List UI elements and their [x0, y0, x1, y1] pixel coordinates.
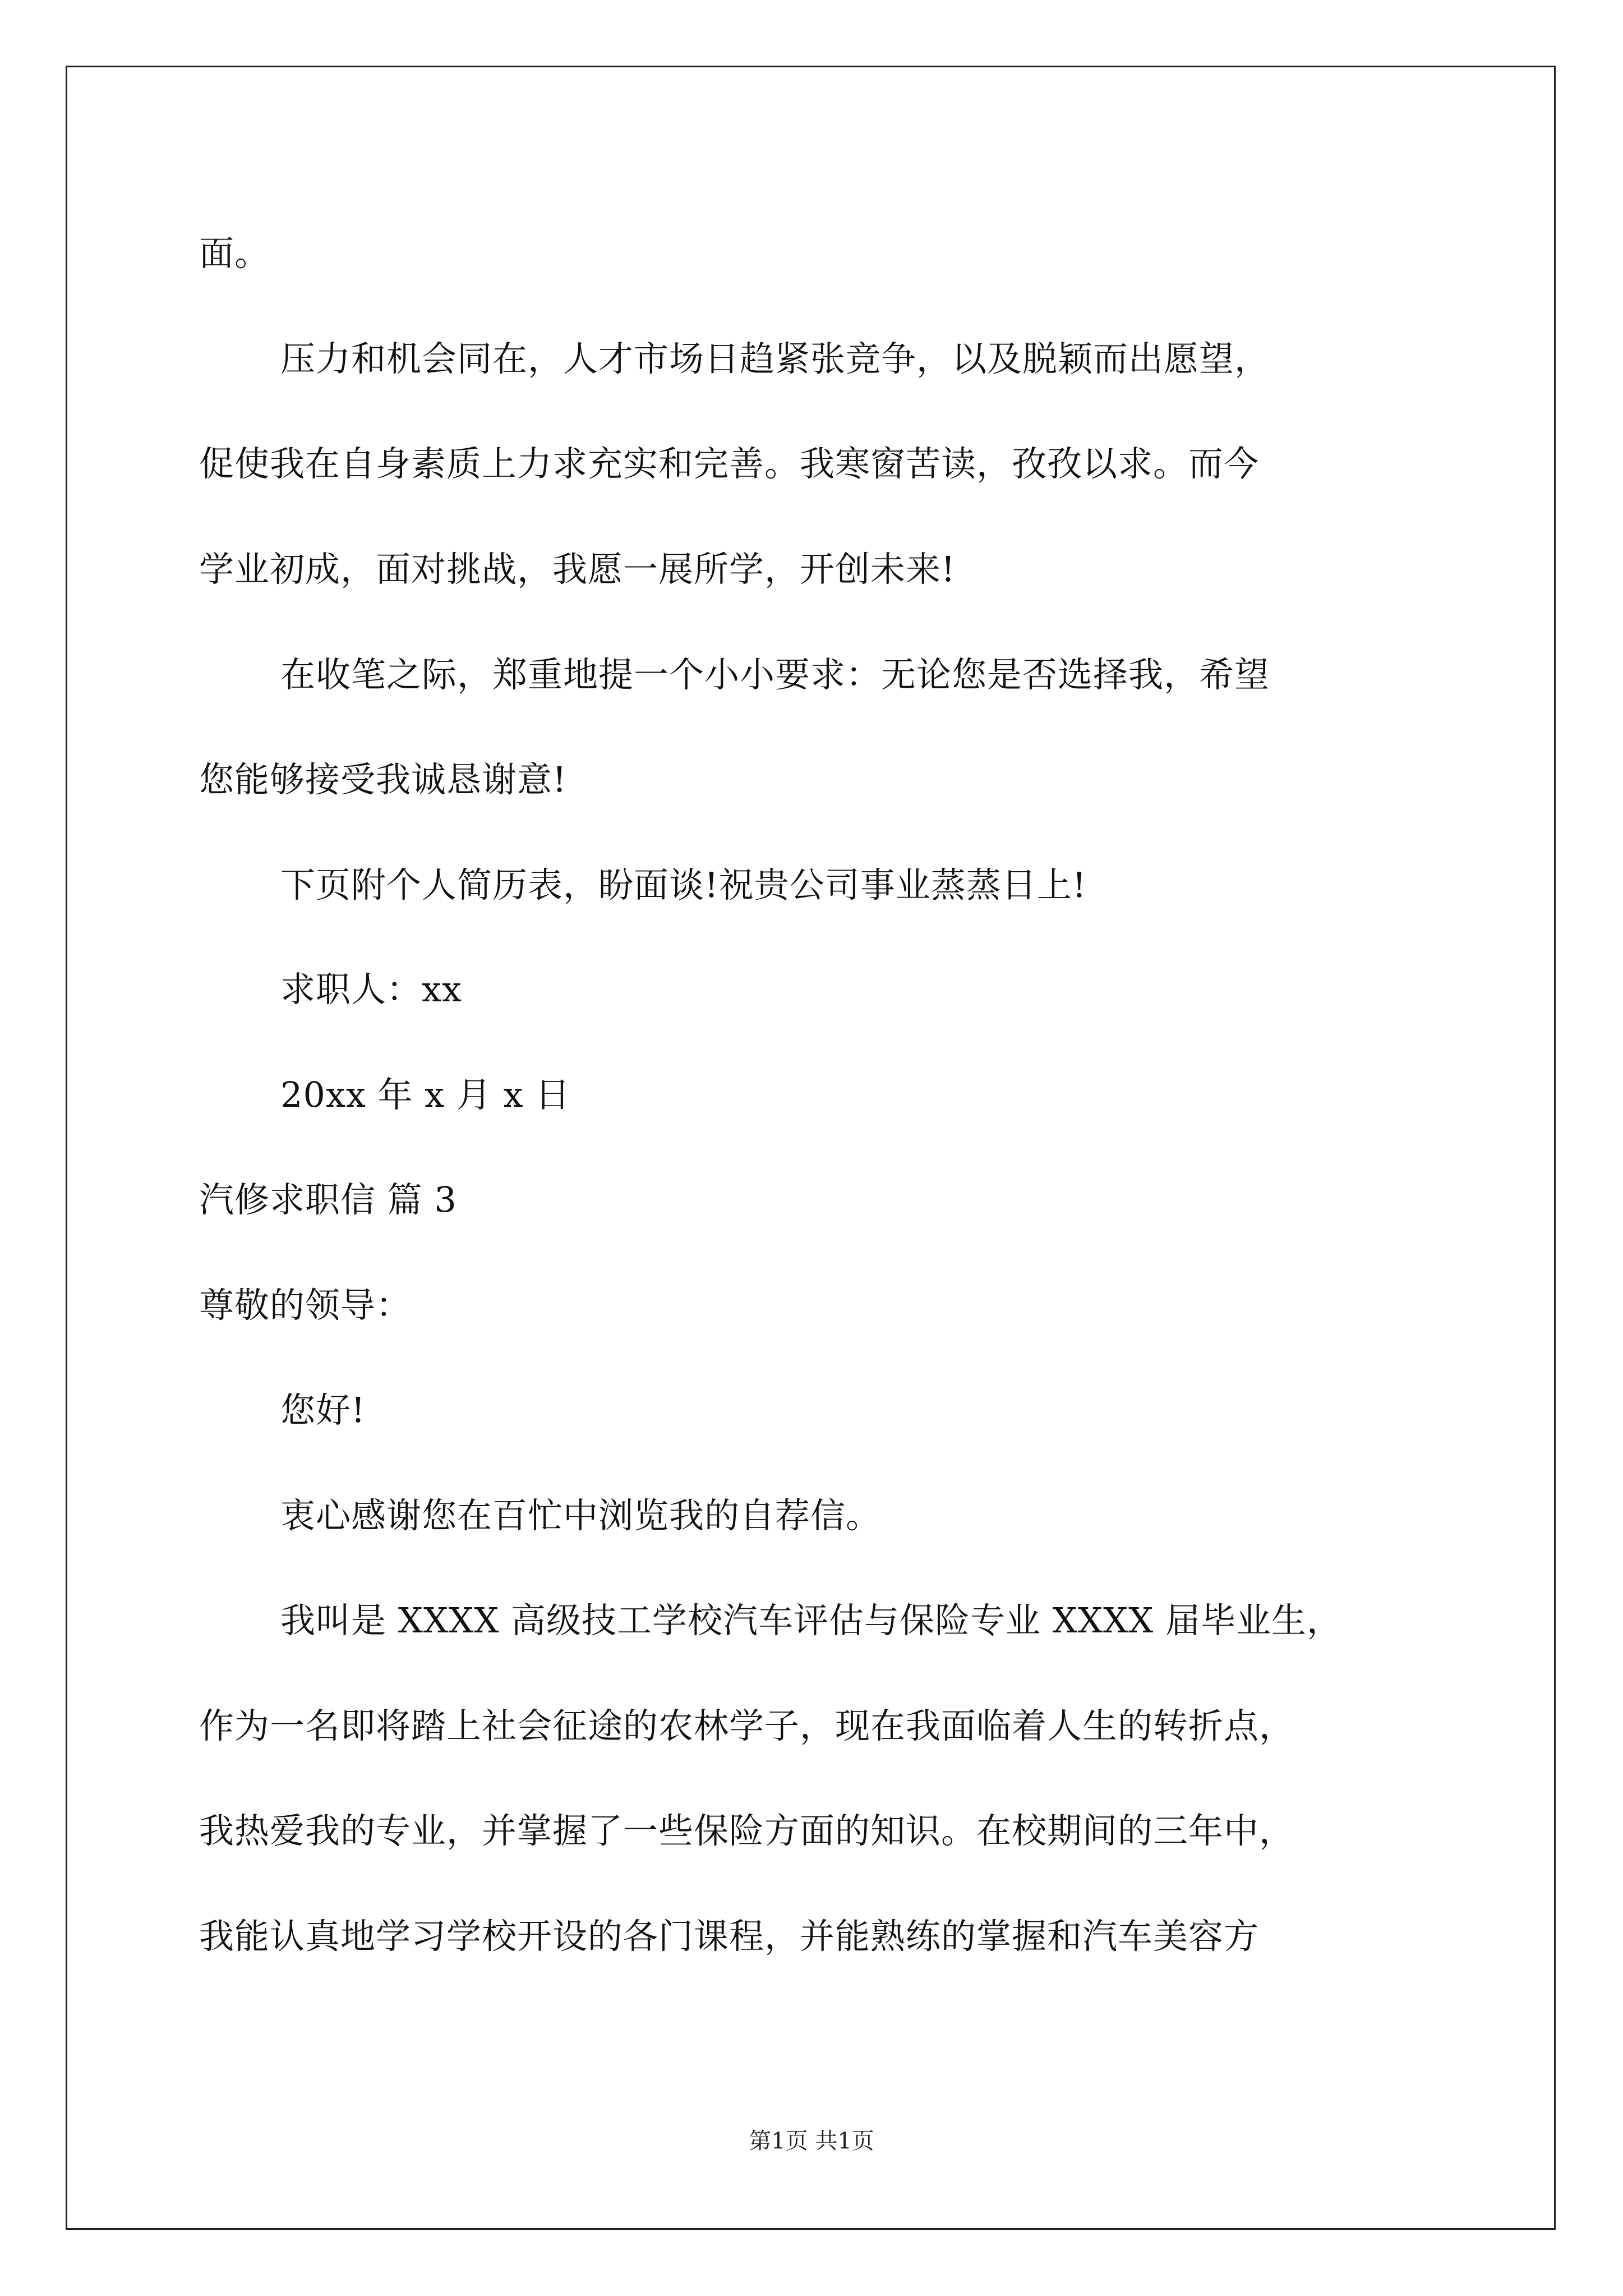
salutation: 尊敬的领导：	[199, 1285, 412, 1326]
text-line: 我能认真地学习学校开设的各门课程，并能熟练的掌握和汽车美容方	[199, 1916, 1260, 1957]
text-line: 下页附个人简历表，盼面谈!祝贵公司事业蒸蒸日上!	[280, 864, 1087, 905]
page-border	[66, 66, 1556, 2230]
greeting: 您好!	[280, 1389, 366, 1430]
text-line: 我叫是 XXXX 高级技工学校汽车评估与保险专业 XXXX 届毕业生，	[280, 1600, 1342, 1641]
text-line: 压力和机会同在，人才市场日趋紧张竞争，以及脱颖而出愿望，	[280, 338, 1270, 379]
section-heading: 汽修求职信 篇 3	[199, 1179, 457, 1220]
text-line: 面。	[199, 233, 270, 274]
signature-line: 求职人：xx	[280, 969, 462, 1010]
text-line: 我热爱我的专业，并掌握了一些保险方面的知识。在校期间的三年中，	[199, 1810, 1295, 1851]
text-line: 您能够接受我诚恳谢意!	[199, 759, 567, 800]
date-line: 20xx 年 x 月 x 日	[280, 1074, 571, 1115]
text-line: 促使我在自身素质上力求充实和完善。我寒窗苦读，孜孜以求。而今	[199, 443, 1260, 484]
text-line: 作为一名即将踏上社会征途的农林学子，现在我面临着人生的转折点，	[199, 1705, 1295, 1746]
text-line: 衷心感谢您在百忙中浏览我的自荐信。	[280, 1495, 882, 1536]
page-footer: 第1页 共1页	[749, 2128, 874, 2154]
text-line: 在收笔之际，郑重地提一个小小要求：无论您是否选择我，希望	[280, 654, 1270, 695]
text-line: 学业初成，面对挑战，我愿一展所学，开创未来!	[199, 549, 956, 590]
